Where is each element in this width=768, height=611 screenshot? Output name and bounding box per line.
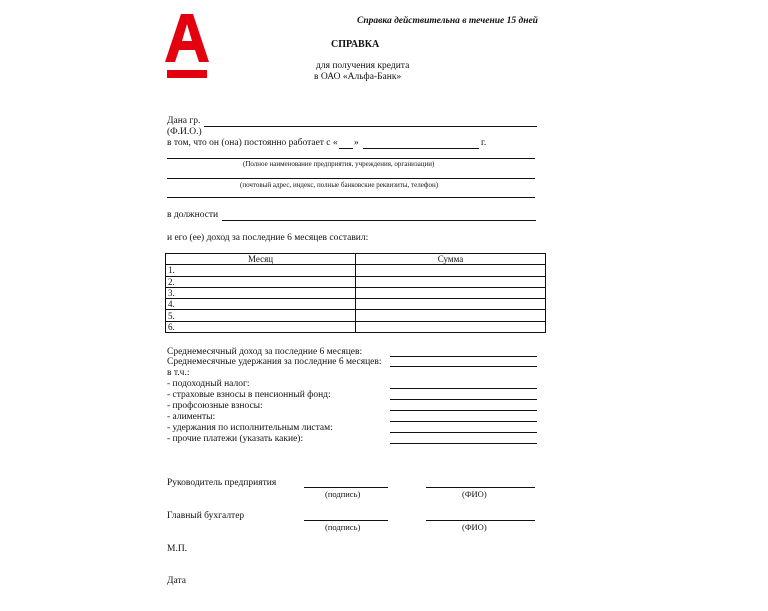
deduction-line [390, 410, 537, 411]
income-label: и его (ее) доход за последние 6 месяцев составил: [167, 233, 369, 243]
avg-income-line [390, 356, 537, 357]
sum-cell [356, 321, 546, 332]
deduction-line [390, 432, 537, 433]
deduction-line [390, 421, 537, 422]
month-line [363, 148, 479, 149]
director-name-caption: (ФИО) [462, 489, 487, 499]
including-label: в т.ч.: [167, 368, 190, 378]
accountant-label: Главный бухгалтер [167, 511, 245, 521]
income-table [165, 253, 546, 333]
org-line [167, 158, 535, 159]
sum-cell [356, 276, 546, 287]
year-suffix: г. [481, 138, 487, 148]
fio-label: (Ф.И.О.) [167, 127, 202, 137]
accountant-signature-caption: (подпись) [325, 522, 361, 532]
deduction-item: - страховые взносы в пенсионный фонд: [167, 390, 331, 400]
avg-income-label: Среднемесячный доход за последние 6 месяцев: [167, 347, 363, 357]
table-header-row [166, 254, 546, 265]
deduction-item: - алименты: [167, 412, 216, 422]
logo-underline [167, 70, 207, 78]
position-label: в должности [167, 210, 219, 220]
stamp-label: М.П. [167, 544, 188, 554]
deduction-item: - удержания по исполнительным листам: [167, 423, 333, 433]
month-cell: 5. [166, 310, 356, 321]
subtitle-line-2: в ОАО «Альфа-Банк» [314, 72, 402, 82]
table-row [166, 299, 546, 310]
given-to-label: Дана гр. [167, 116, 201, 126]
director-signature-caption: (подпись) [325, 489, 361, 499]
given-to-line [204, 126, 537, 127]
address-line [167, 178, 535, 179]
quote-close: » [354, 138, 359, 148]
deduction-item: - прочие платежи (указать какие): [167, 434, 304, 444]
month-header: Месяц [166, 254, 356, 265]
sum-cell [356, 265, 546, 276]
sum-header: Сумма [356, 254, 546, 265]
extra-line [167, 197, 535, 198]
avg-deductions-label: Среднемесячные удержания за последние 6 месяцев: [167, 357, 382, 367]
subtitle-line-1: для получения кредита [316, 61, 410, 71]
day-line [339, 148, 353, 149]
alfa-bank-logo [163, 12, 211, 82]
org-caption: (Полное наименование предприятия, учреждения, организации) [243, 160, 435, 168]
position-line [222, 220, 536, 221]
accountant-signature-line [304, 520, 388, 521]
month-cell: 3. [166, 287, 356, 298]
deduction-line [390, 388, 537, 389]
table-row [166, 287, 546, 298]
sum-cell [356, 287, 546, 298]
table-row [166, 321, 546, 332]
table-row [166, 276, 546, 287]
deduction-line [390, 399, 537, 400]
table-row [166, 265, 546, 276]
sum-cell [356, 310, 546, 321]
director-label: Руководитель предприятия [167, 478, 277, 488]
accountant-name-caption: (ФИО) [462, 522, 487, 532]
avg-deductions-line [390, 366, 537, 367]
page-title: СПРАВКА [331, 39, 380, 50]
deduction-item: - профсоюзные взносы: [167, 401, 263, 411]
address-caption: (почтовый адрес, индекс, полные банковские реквизиты, телефон) [240, 181, 439, 189]
date-label: Дата [167, 576, 186, 586]
month-cell: 2. [166, 276, 356, 287]
works-prefix: в том, что он (она) постоянно работает с « [167, 138, 338, 148]
accountant-name-line [426, 520, 535, 521]
works-since-label [167, 138, 338, 148]
month-cell: 1. [166, 265, 356, 276]
sum-cell [356, 299, 546, 310]
month-cell: 6. [166, 321, 356, 332]
director-name-line [426, 487, 535, 488]
month-cell: 4. [166, 299, 356, 310]
deduction-item: - подоходный налог: [167, 379, 250, 389]
table-row [166, 310, 546, 321]
director-signature-line [304, 487, 388, 488]
deduction-line [390, 443, 537, 444]
validity-note: Справка действительна в течение 15 дней [357, 16, 538, 26]
